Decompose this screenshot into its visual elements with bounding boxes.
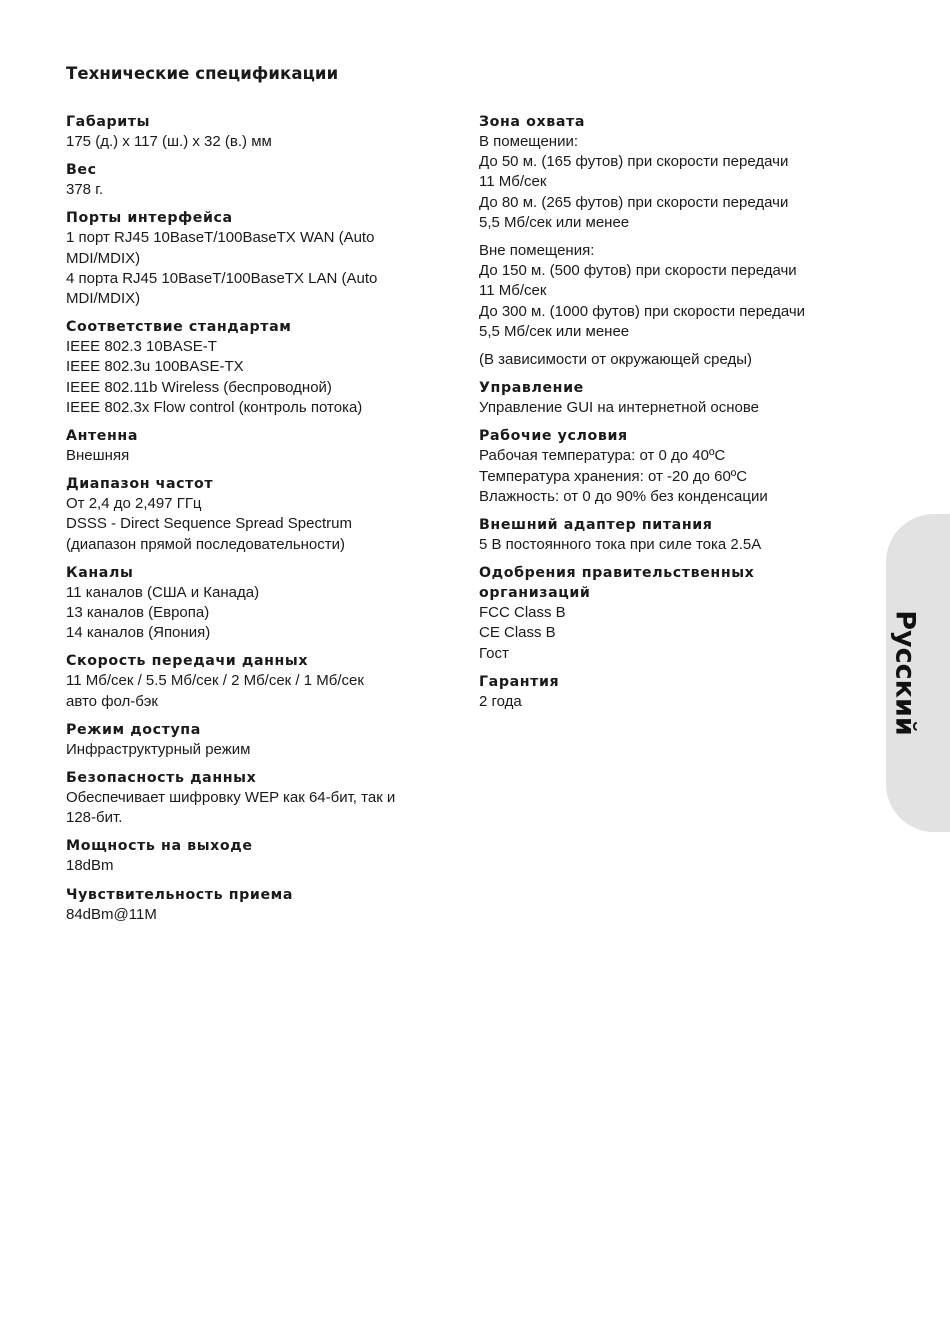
spec-line: MDI/MDIX) xyxy=(66,249,141,267)
spec-line: 4 порта RJ45 10BaseT/100BaseTX LAN (Auto xyxy=(66,269,378,287)
section-heading: Чувствительность приема xyxy=(66,886,294,903)
spec-line: 84dBm@11M xyxy=(66,905,157,923)
spec-line: 18dBm xyxy=(66,857,114,875)
section-paragraph xyxy=(66,905,466,925)
spec-line: 5,5 Мб/сек или менее xyxy=(479,213,630,231)
spec-line: 11 Мб/сек xyxy=(479,282,547,300)
section-heading: Зона охвата xyxy=(479,114,585,130)
spec-line: В помещении: xyxy=(479,133,579,150)
spec-section xyxy=(66,651,466,711)
section-heading: Вес xyxy=(66,162,97,179)
spec-line: FCC Class B xyxy=(479,604,566,622)
spec-section xyxy=(66,160,466,200)
spec-line: 5,5 Мб/сек или менее xyxy=(479,322,630,340)
section-paragraph xyxy=(66,583,466,644)
right-column xyxy=(479,112,879,720)
spec-section xyxy=(66,426,466,466)
left-column xyxy=(66,112,466,933)
spec-section xyxy=(479,672,879,712)
spec-line: (В зависимости от окружающей среды) xyxy=(479,351,753,369)
spec-section xyxy=(66,836,466,876)
spec-section xyxy=(66,474,466,555)
spec-line: 128-бит. xyxy=(66,809,123,827)
spec-section xyxy=(66,885,466,925)
section-paragraph xyxy=(66,671,466,711)
section-heading: Габариты xyxy=(66,114,151,130)
section-paragraph xyxy=(66,856,466,876)
spec-line: До 50 м. (165 футов) при скорости передачи xyxy=(479,153,789,171)
section-paragraph xyxy=(479,241,879,342)
spec-line: 11 Мб/сек xyxy=(479,173,547,191)
spec-section xyxy=(479,563,879,664)
section-paragraph xyxy=(66,132,466,152)
spec-line: Управление GUI на интернетной основе xyxy=(479,399,760,417)
spec-section xyxy=(479,378,879,418)
spec-section xyxy=(479,426,879,507)
spec-line: От 2,4 до 2,497 ГГц xyxy=(66,495,202,513)
section-paragraph xyxy=(479,603,879,664)
spec-line: Обеспечивает шифровку WEP как 64-бит, так и xyxy=(66,789,396,807)
section-paragraph xyxy=(479,350,879,370)
spec-line: До 300 м. (1000 футов) при скорости передачи xyxy=(479,302,806,320)
spec-line: Вне помещения: xyxy=(479,242,595,260)
spec-line: Влажность: от 0 до 90% без конденсации xyxy=(479,487,768,505)
spec-line: Внешняя xyxy=(66,447,130,465)
section-heading: Режим доступа xyxy=(66,721,201,738)
spec-line: 14 каналов (Япония) xyxy=(66,624,211,642)
section-paragraph xyxy=(66,494,466,555)
spec-section xyxy=(66,317,466,418)
spec-line: Температура хранения: от -20 до 60ºC xyxy=(479,467,748,485)
spec-line: CE Class B xyxy=(479,624,556,642)
spec-line: 378 г. xyxy=(66,181,104,199)
spec-section xyxy=(66,112,466,152)
section-heading: организаций xyxy=(479,585,591,602)
section-heading: Каналы xyxy=(66,564,134,581)
spec-line: авто фол-бэк xyxy=(66,692,158,710)
section-paragraph xyxy=(479,446,879,507)
spec-line: MDI/MDIX) xyxy=(66,290,141,308)
section-heading: Рабочие условия xyxy=(479,428,628,445)
section-paragraph xyxy=(66,180,466,200)
section-heading: Диапазон частот xyxy=(66,476,214,493)
section-paragraph xyxy=(66,228,466,309)
language-tab-label: Русский xyxy=(889,610,921,736)
spec-line: Гост xyxy=(479,644,509,662)
page-title: Технические спецификации xyxy=(66,64,339,83)
section-paragraph xyxy=(66,446,466,466)
spec-line: IEEE 802.11b Wireless (беспроводной) xyxy=(66,378,332,396)
section-heading: Гарантия xyxy=(479,673,560,690)
section-paragraph xyxy=(66,788,466,828)
section-paragraph xyxy=(479,132,879,233)
spec-line: IEEE 802.3u 100BASE-TX xyxy=(66,358,244,376)
section-heading: Управление xyxy=(479,380,584,397)
section-heading: Соответствие стандартам xyxy=(66,319,292,336)
section-heading: Порты интерфейса xyxy=(66,210,233,227)
section-paragraph xyxy=(479,398,879,418)
spec-line: Рабочая температура: от 0 до 40ºC xyxy=(479,447,726,465)
spec-line: 5 В постоянного тока при силе тока 2.5A xyxy=(479,536,762,554)
section-paragraph xyxy=(66,740,466,760)
spec-section xyxy=(66,563,466,644)
spec-section xyxy=(66,768,466,828)
section-heading: Мощность на выходе xyxy=(66,838,253,855)
spec-line: До 150 м. (500 футов) при скорости передачи xyxy=(479,262,797,280)
section-paragraph xyxy=(479,692,879,712)
spec-line: 2 года xyxy=(479,692,522,710)
spec-section xyxy=(479,515,879,555)
spec-line: Инфраструктурный режим xyxy=(66,740,251,758)
section-paragraph xyxy=(66,337,466,418)
section-paragraph xyxy=(479,535,879,555)
spec-line: IEEE 802.3 10BASE-T xyxy=(66,338,217,356)
section-heading: Скорость передачи данных xyxy=(66,653,309,670)
spec-section xyxy=(66,208,466,309)
spec-line: 11 Мб/сек / 5.5 Мб/сек / 2 Мб/сек / 1 Мб/сек xyxy=(66,672,364,690)
spec-line: (диапазон прямой последовательности) xyxy=(66,535,346,553)
spec-line: 1 порт RJ45 10BaseT/100BaseTX WAN (Auto xyxy=(66,229,375,247)
spec-line: DSSS - Direct Sequence Spread Spectrum xyxy=(66,515,352,533)
spec-line: До 80 м. (265 футов) при скорости передачи xyxy=(479,193,789,211)
spec-line: IEEE 802.3x Flow control (контроль потока) xyxy=(66,398,363,416)
spec-section xyxy=(66,720,466,760)
spec-section xyxy=(479,112,879,370)
section-heading: Одобрения правительственных xyxy=(479,565,755,582)
spec-line: 13 каналов (Европа) xyxy=(66,604,210,622)
section-heading: Безопасность данных xyxy=(66,770,257,787)
spec-line: 11 каналов (США и Канада) xyxy=(66,583,260,601)
section-heading: Внешний адаптер питания xyxy=(479,517,713,534)
section-heading: Антенна xyxy=(66,428,139,445)
spec-line: 175 (д.) x 117 (ш.) x 32 (в.) мм xyxy=(66,133,272,150)
